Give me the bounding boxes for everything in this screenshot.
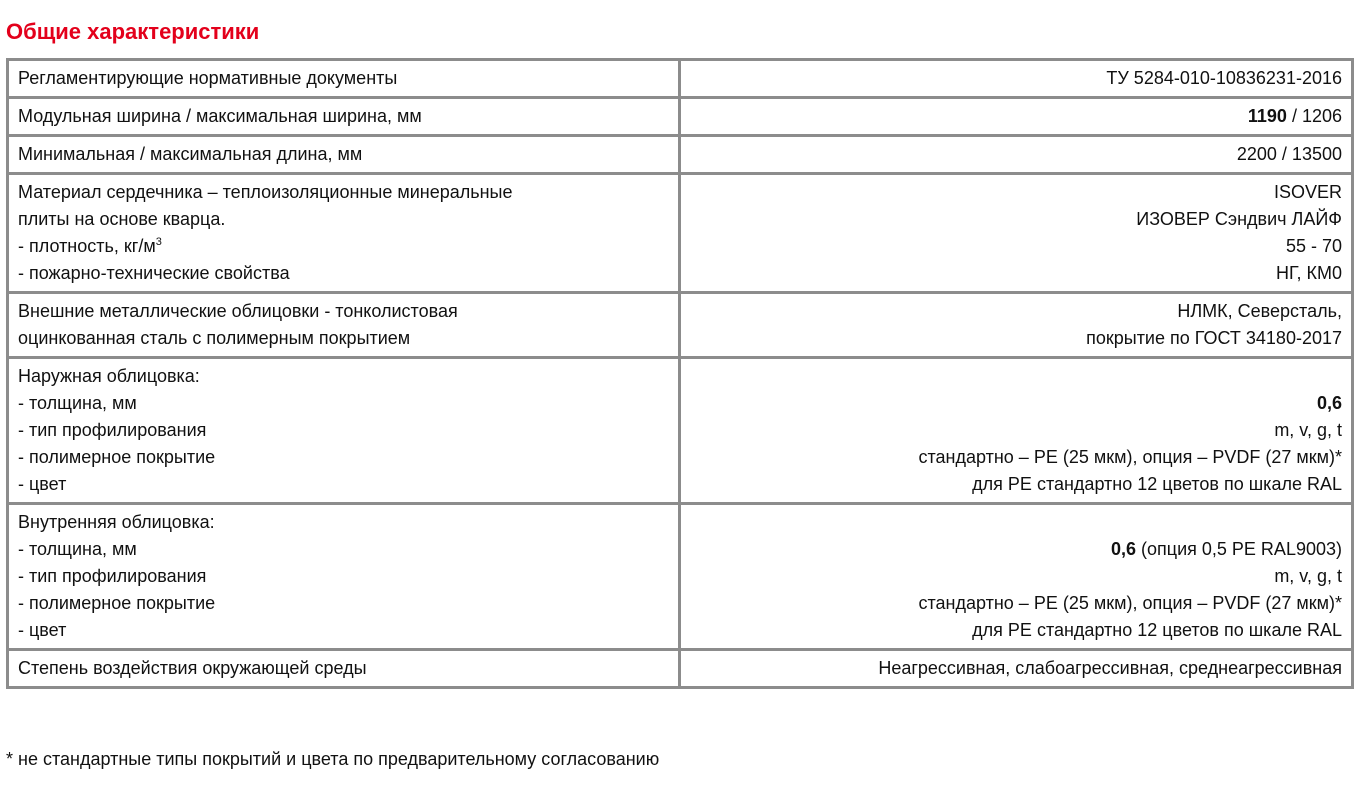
label-cell xyxy=(8,60,680,98)
footnote: * не стандартные типы покрытий и цвета по предварительному согласованию xyxy=(6,749,660,769)
spec-table xyxy=(6,58,1354,689)
table-row-metal xyxy=(8,293,1353,358)
inner-value-color: для PE стандартно 12 цветов по шкале RAL xyxy=(972,620,1342,640)
inner-value-profile: m, v, g, t xyxy=(1274,566,1342,586)
environment-value: Неагрессивная, слабоагрессивная, среднеагрессивная xyxy=(878,658,1342,678)
inner-label-2: - толщина, мм xyxy=(18,539,137,559)
environment-label: Степень воздействия окружающей среды xyxy=(18,658,367,678)
label-cell xyxy=(8,98,680,136)
table-row-docs xyxy=(8,60,1353,98)
value-cell xyxy=(680,650,1353,688)
inner-label-3: - тип профилирования xyxy=(18,566,207,586)
outer-label-2: - толщина, мм xyxy=(18,393,137,413)
outer-label-3: - тип профилирования xyxy=(18,420,207,440)
inner-label-4: - полимерное покрытие xyxy=(18,593,216,613)
metal-label-1: Внешние металлические облицовки - тонколистовая xyxy=(18,301,458,321)
outer-value-thickness: 0,6 xyxy=(1316,393,1342,413)
inner-label-1: Внутренняя облицовка: xyxy=(18,512,215,532)
core-label-fire: - пожарно-технические свойства xyxy=(18,263,290,283)
core-value-fire: НГ, КМ0 xyxy=(1275,263,1342,283)
table-row-core xyxy=(8,174,1353,293)
value-cell xyxy=(680,98,1353,136)
core-label-2: плиты на основе кварца. xyxy=(18,209,226,229)
width-value-max: / 1206 xyxy=(1286,106,1342,126)
width-value-modular: 1190 xyxy=(1247,106,1287,126)
value-cell xyxy=(680,136,1353,174)
outer-label-4: - полимерное покрытие xyxy=(18,447,216,467)
outer-value-color: для PE стандартно 12 цветов по шкале RAL xyxy=(972,474,1342,494)
table-row-outer xyxy=(8,358,1353,504)
table-row-inner xyxy=(8,504,1353,650)
core-value-brand: ISOVER xyxy=(1273,182,1342,202)
value-cell xyxy=(680,60,1353,98)
page-title: Общие характеристики xyxy=(6,19,260,44)
core-density-sup: 3 xyxy=(155,236,162,248)
outer-value-coating: стандартно – PE (25 мкм), опция – PVDF (27 мкм)* xyxy=(918,447,1342,467)
inner-label-5: - цвет xyxy=(18,620,67,640)
label-cell xyxy=(8,650,680,688)
inner-value-thickness xyxy=(690,536,1342,563)
metal-value-1: НЛМК, Северсталь, xyxy=(1177,301,1342,321)
outer-label-1: Наружная облицовка: xyxy=(18,366,200,386)
value-cell xyxy=(680,293,1353,358)
inner-thickness-main: 0,6 xyxy=(1111,539,1137,559)
label-cell xyxy=(8,293,680,358)
label-cell xyxy=(8,504,680,650)
core-value-product: ИЗОВЕР Сэндвич ЛАЙФ xyxy=(1136,209,1342,229)
table-row-length xyxy=(8,136,1353,174)
docs-label: Регламентирующие нормативные документы xyxy=(18,68,398,88)
width-label: Модульная ширина / максимальная ширина, мм xyxy=(18,106,422,126)
outer-value-profile: m, v, g, t xyxy=(1274,420,1342,440)
docs-value: ТУ 5284-010-10836231-2016 xyxy=(1106,68,1342,88)
inner-thickness-option: (опция 0,5 PE RAL9003) xyxy=(1136,539,1342,559)
outer-label-5: - цвет xyxy=(18,474,67,494)
core-value-density: 55 - 70 xyxy=(1285,236,1342,256)
inner-value-blank xyxy=(690,509,1342,536)
core-density-text: - плотность, кг/м xyxy=(18,236,156,256)
value-cell xyxy=(680,504,1353,650)
value-cell xyxy=(680,174,1353,293)
label-cell xyxy=(8,136,680,174)
table-row-width xyxy=(8,98,1353,136)
core-label-1: Материал сердечника – теплоизоляционные минеральные xyxy=(18,182,513,202)
inner-value-coating: стандартно – PE (25 мкм), опция – PVDF (27 мкм)* xyxy=(918,593,1342,613)
metal-value-2: покрытие по ГОСТ 34180-2017 xyxy=(1086,328,1342,348)
metal-label-2: оцинкованная сталь с полимерным покрытием xyxy=(18,328,411,348)
label-cell xyxy=(8,174,680,293)
length-value: 2200 / 13500 xyxy=(1236,144,1342,164)
outer-value-blank xyxy=(690,363,1342,390)
length-label: Минимальная / максимальная длина, мм xyxy=(18,144,363,164)
core-label-density xyxy=(18,233,669,260)
value-cell xyxy=(680,358,1353,504)
table-row-environment xyxy=(8,650,1353,688)
label-cell xyxy=(8,358,680,504)
width-value xyxy=(690,103,1342,130)
